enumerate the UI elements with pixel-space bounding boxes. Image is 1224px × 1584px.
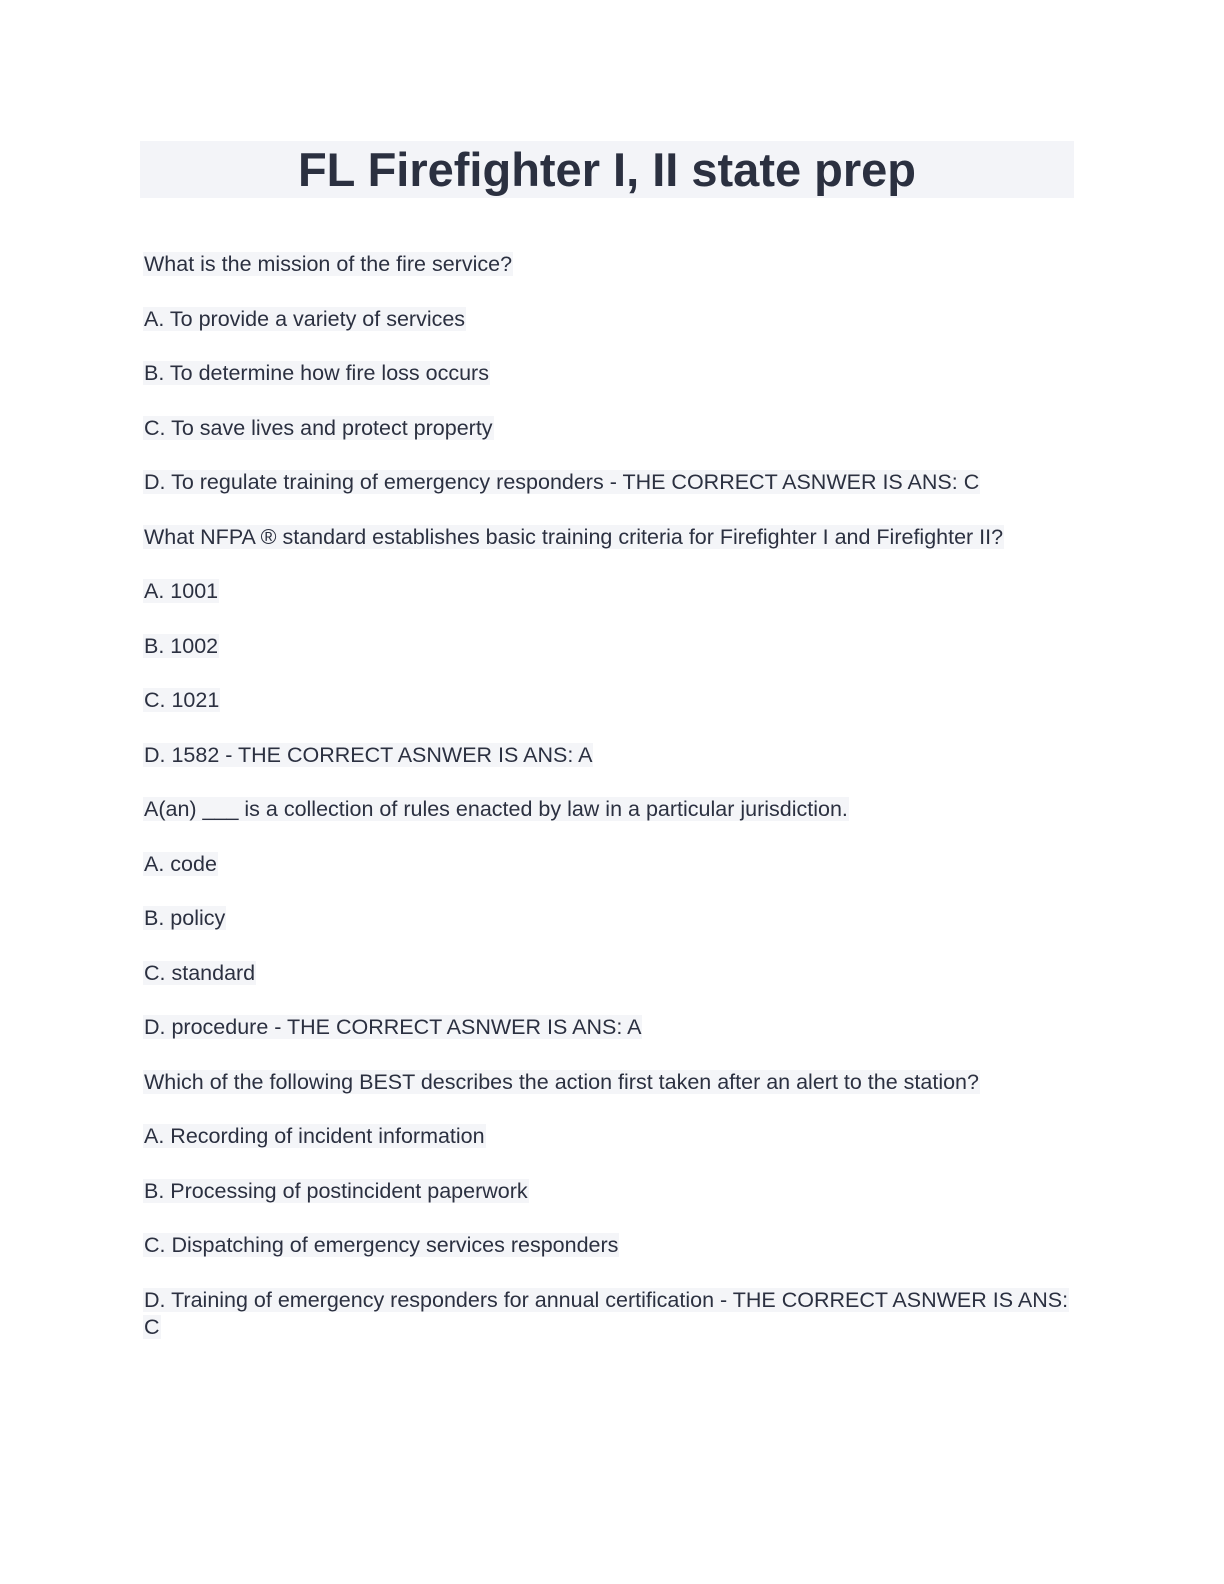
question-3-option-b: [143, 905, 1078, 932]
option-text: A. code: [144, 851, 217, 876]
option-text: C. standard: [144, 960, 256, 985]
option-text: C. To save lives and protect property: [144, 415, 493, 440]
option-text: D. procedure - THE CORRECT ASNWER IS ANS: A: [144, 1015, 642, 1039]
option-text: C. Dispatching of emergency services responders: [144, 1233, 619, 1257]
question-1-option-a: [143, 306, 1078, 333]
question-3-option-c: [143, 960, 1078, 987]
question-3-text: A(an) ___ is a collection of rules enacted by law in a particular jurisdiction.: [144, 797, 848, 821]
question-1: [143, 251, 1078, 278]
question-2-option-b: [143, 633, 1078, 660]
option-text: B. Processing of postincident paperwork: [144, 1178, 528, 1203]
question-1-text: What is the mission of the fire service?: [144, 252, 513, 276]
question-1-option-c: [143, 415, 1078, 442]
question-2: [143, 524, 1078, 551]
option-text: B. 1002: [144, 633, 219, 658]
option-text: A. To provide a variety of services: [144, 306, 466, 331]
question-4: [143, 1069, 1078, 1096]
question-4-option-d-answer: [143, 1287, 1078, 1341]
question-4-option-b: [143, 1178, 1078, 1205]
question-2-text: What NFPA ® standard establishes basic training criteria for Firefighter I and Firefighter II?: [144, 524, 1004, 549]
question-3-option-d-answer: [143, 1014, 1078, 1041]
question-2-option-c: [143, 687, 1078, 714]
question-2-option-d-answer: [143, 742, 1078, 769]
question-2-option-a: [143, 578, 1078, 605]
option-text: A. Recording of incident information: [144, 1124, 485, 1148]
question-4-option-c: [143, 1232, 1078, 1259]
question-4-option-a: [143, 1123, 1078, 1150]
option-text: C. 1021: [144, 688, 220, 712]
question-4-text: Which of the following BEST describes the action first taken after an alert to the station?: [144, 1069, 979, 1094]
option-text: B. To determine how fire loss occurs: [144, 361, 489, 385]
option-text: D. 1582 - THE CORRECT ASNWER IS ANS: A: [144, 742, 593, 767]
option-text: B. policy: [144, 906, 226, 930]
option-text: D. Training of emergency responders for annual certification - THE CORRECT ASNWER IS ANS: C: [144, 1287, 1069, 1339]
option-text: D. To regulate training of emergency responders - THE CORRECT ASNWER IS ANS: C: [144, 470, 980, 494]
option-text: A. 1001: [144, 579, 219, 603]
document-body: [143, 251, 1078, 1368]
question-1-option-d-answer: [143, 469, 1078, 496]
question-3: [143, 796, 1078, 823]
document-title: FL Firefighter I, II state prep: [297, 143, 917, 196]
question-3-option-a: [143, 851, 1078, 878]
question-1-option-b: [143, 360, 1078, 387]
